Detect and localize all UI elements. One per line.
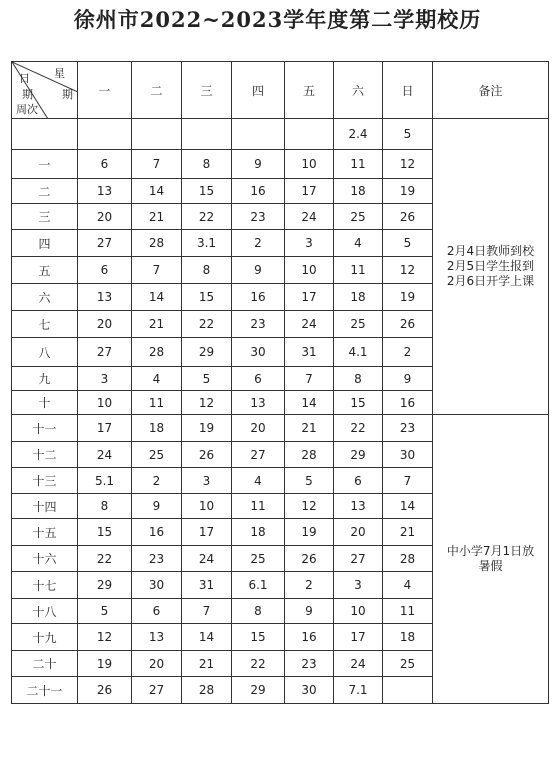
date-cell: 31 — [285, 338, 334, 367]
date-cell: 19 — [78, 651, 132, 677]
date-cell: 28 — [182, 677, 232, 704]
date-cell: 27 — [232, 442, 285, 468]
week-number-cell: 十二 — [12, 442, 78, 468]
date-cell: 17 — [285, 284, 334, 311]
date-cell: 4.1 — [334, 338, 383, 367]
date-cell: 21 — [285, 415, 334, 442]
date-cell: 6 — [232, 367, 285, 391]
date-cell: 13 — [232, 391, 285, 415]
date-cell: 25 — [232, 546, 285, 572]
date-cell: 4 — [383, 572, 433, 599]
date-cell: 4 — [232, 468, 285, 494]
date-cell: 27 — [334, 546, 383, 572]
date-cell: 27 — [78, 230, 132, 257]
date-cell: 10 — [285, 150, 334, 179]
date-cell: 22 — [334, 415, 383, 442]
date-cell: 5.1 — [78, 468, 132, 494]
calendar-table — [11, 61, 549, 704]
date-cell: 5 — [78, 599, 132, 624]
date-cell: 11 — [334, 150, 383, 179]
date-cell: 7.1 — [334, 677, 383, 704]
date-cell: 29 — [182, 338, 232, 367]
date-cell: 12 — [285, 494, 334, 519]
remark-line: 2月5日学生报到 — [446, 259, 535, 273]
date-cell: 8 — [334, 367, 383, 391]
date-cell: 22 — [232, 651, 285, 677]
date-cell: 9 — [285, 599, 334, 624]
remarks-cell-second — [433, 415, 549, 704]
date-cell: 15 — [182, 179, 232, 204]
week-number-cell — [12, 119, 78, 150]
date-cell: 25 — [334, 311, 383, 338]
week-number-cell: 四 — [12, 230, 78, 257]
date-cell: 19 — [182, 415, 232, 442]
week-number-cell: 七 — [12, 311, 78, 338]
date-cell: 10 — [182, 494, 232, 519]
date-cell — [132, 119, 182, 150]
date-cell: 17 — [78, 415, 132, 442]
date-cell: 20 — [78, 311, 132, 338]
week-number-cell: 二 — [12, 179, 78, 204]
date-cell: 10 — [334, 599, 383, 624]
date-cell: 7 — [383, 468, 433, 494]
date-cell: 23 — [232, 311, 285, 338]
date-cell: 28 — [132, 338, 182, 367]
week-number-cell: 十一 — [12, 415, 78, 442]
date-cell: 5 — [182, 367, 232, 391]
date-cell: 20 — [78, 204, 132, 230]
date-cell: 3.1 — [182, 230, 232, 257]
date-cell: 31 — [182, 572, 232, 599]
date-cell: 25 — [383, 651, 433, 677]
header-day-2: 二 — [132, 62, 182, 119]
date-cell: 8 — [232, 599, 285, 624]
date-cell: 8 — [182, 257, 232, 284]
date-cell: 13 — [78, 179, 132, 204]
date-cell: 20 — [232, 415, 285, 442]
header-corner-cell — [12, 62, 78, 119]
date-cell: 8 — [182, 150, 232, 179]
date-cell: 14 — [132, 179, 182, 204]
date-cell: 28 — [383, 546, 433, 572]
date-cell: 22 — [182, 204, 232, 230]
header-day-3: 三 — [182, 62, 232, 119]
date-cell: 7 — [132, 150, 182, 179]
date-cell: 26 — [285, 546, 334, 572]
remark-line: 2月4日教师到校 — [446, 244, 535, 258]
date-cell: 13 — [78, 284, 132, 311]
date-cell: 2 — [285, 572, 334, 599]
date-cell: 26 — [78, 677, 132, 704]
date-cell: 12 — [383, 257, 433, 284]
date-cell: 16 — [232, 284, 285, 311]
date-cell: 4 — [132, 367, 182, 391]
week-number-cell: 五 — [12, 257, 78, 284]
date-cell: 10 — [285, 257, 334, 284]
date-cell: 3 — [285, 230, 334, 257]
header-day-6: 六 — [334, 62, 383, 119]
table-row — [12, 119, 549, 150]
date-cell: 15 — [334, 391, 383, 415]
remark-line: 2月6日开学上课 — [446, 274, 535, 288]
week-number-cell: 十八 — [12, 599, 78, 624]
date-cell: 15 — [232, 624, 285, 651]
week-number-cell: 十三 — [12, 468, 78, 494]
date-cell: 11 — [383, 599, 433, 624]
table-row — [12, 415, 549, 442]
date-cell: 6 — [132, 599, 182, 624]
week-number-cell: 十九 — [12, 624, 78, 651]
corner-label-qi-right: 期 — [62, 88, 73, 101]
week-number-cell: 二十 — [12, 651, 78, 677]
date-cell: 25 — [334, 204, 383, 230]
date-cell: 12 — [383, 150, 433, 179]
date-cell: 21 — [182, 651, 232, 677]
week-number-cell: 六 — [12, 284, 78, 311]
date-cell: 30 — [132, 572, 182, 599]
date-cell: 5 — [285, 468, 334, 494]
date-cell: 21 — [132, 204, 182, 230]
date-cell: 26 — [182, 442, 232, 468]
date-cell: 3 — [334, 572, 383, 599]
corner-label-xing: 星 — [54, 67, 65, 80]
header-day-5: 五 — [285, 62, 334, 119]
date-cell: 17 — [334, 624, 383, 651]
date-cell: 7 — [132, 257, 182, 284]
header-day-7: 日 — [383, 62, 433, 119]
date-cell: 9 — [383, 367, 433, 391]
date-cell: 24 — [285, 204, 334, 230]
date-cell: 18 — [334, 284, 383, 311]
date-cell: 16 — [232, 179, 285, 204]
date-cell: 22 — [182, 311, 232, 338]
date-cell: 21 — [132, 311, 182, 338]
date-cell: 9 — [132, 494, 182, 519]
week-number-cell: 二十一 — [12, 677, 78, 704]
date-cell: 19 — [383, 284, 433, 311]
header-remarks: 备注 — [433, 62, 549, 119]
date-cell: 9 — [232, 150, 285, 179]
week-number-cell: 九 — [12, 367, 78, 391]
week-number-cell: 十 — [12, 391, 78, 415]
date-cell: 29 — [334, 442, 383, 468]
date-cell: 16 — [132, 519, 182, 546]
week-number-cell: 八 — [12, 338, 78, 367]
date-cell: 14 — [132, 284, 182, 311]
week-number-cell: 三 — [12, 204, 78, 230]
date-cell: 3 — [78, 367, 132, 391]
date-cell: 12 — [182, 391, 232, 415]
date-cell: 28 — [132, 230, 182, 257]
date-cell: 19 — [285, 519, 334, 546]
date-cell: 6 — [78, 150, 132, 179]
date-cell: 10 — [78, 391, 132, 415]
header-day-1: 一 — [78, 62, 132, 119]
week-number-cell: 十七 — [12, 572, 78, 599]
header-day-4: 四 — [232, 62, 285, 119]
date-cell: 15 — [78, 519, 132, 546]
date-cell: 13 — [132, 624, 182, 651]
date-cell: 2.4 — [334, 119, 383, 150]
date-cell: 6.1 — [232, 572, 285, 599]
date-cell: 26 — [383, 311, 433, 338]
date-cell: 24 — [334, 651, 383, 677]
date-cell — [383, 677, 433, 704]
date-cell: 3 — [182, 468, 232, 494]
date-cell: 18 — [132, 415, 182, 442]
date-cell: 30 — [232, 338, 285, 367]
date-cell: 27 — [132, 677, 182, 704]
date-cell: 28 — [285, 442, 334, 468]
date-cell: 26 — [383, 204, 433, 230]
date-cell: 8 — [78, 494, 132, 519]
remark-line: 暑假 — [478, 559, 503, 573]
corner-label-zhouci: 周次 — [16, 103, 38, 116]
page-title: 徐州市2022~2023学年度第二学期校历 — [73, 7, 482, 32]
date-cell: 6 — [78, 257, 132, 284]
date-cell: 29 — [78, 572, 132, 599]
date-cell: 27 — [78, 338, 132, 367]
date-cell — [78, 119, 132, 150]
week-number-cell: 十五 — [12, 519, 78, 546]
remarks-cell-first — [433, 119, 549, 415]
date-cell: 23 — [383, 415, 433, 442]
date-cell: 18 — [232, 519, 285, 546]
date-cell: 5 — [383, 230, 433, 257]
date-cell: 7 — [285, 367, 334, 391]
date-cell: 18 — [383, 624, 433, 651]
date-cell: 19 — [383, 179, 433, 204]
date-cell: 2 — [232, 230, 285, 257]
date-cell: 16 — [285, 624, 334, 651]
date-cell: 11 — [232, 494, 285, 519]
corner-label-ri: 日 — [19, 72, 30, 85]
date-cell: 29 — [232, 677, 285, 704]
date-cell: 22 — [78, 546, 132, 572]
date-cell: 20 — [334, 519, 383, 546]
corner-label-qi-left: 期 — [22, 88, 33, 101]
date-cell: 4 — [334, 230, 383, 257]
date-cell: 7 — [182, 599, 232, 624]
date-cell: 14 — [182, 624, 232, 651]
date-cell: 20 — [132, 651, 182, 677]
date-cell: 23 — [285, 651, 334, 677]
date-cell: 16 — [383, 391, 433, 415]
remark-line: 中小学7月1日放 — [446, 544, 535, 558]
date-cell: 25 — [132, 442, 182, 468]
date-cell: 17 — [182, 519, 232, 546]
date-cell: 23 — [232, 204, 285, 230]
date-cell: 11 — [334, 257, 383, 284]
date-cell: 24 — [78, 442, 132, 468]
date-cell: 9 — [232, 257, 285, 284]
date-cell — [285, 119, 334, 150]
date-cell: 5 — [383, 119, 433, 150]
week-number-cell: 一 — [12, 150, 78, 179]
date-cell: 15 — [182, 284, 232, 311]
date-cell: 6 — [334, 468, 383, 494]
date-cell: 17 — [285, 179, 334, 204]
date-cell: 13 — [334, 494, 383, 519]
date-cell: 12 — [78, 624, 132, 651]
date-cell: 21 — [383, 519, 433, 546]
week-number-cell: 十四 — [12, 494, 78, 519]
date-cell: 2 — [132, 468, 182, 494]
header-row — [12, 62, 549, 119]
date-cell: 24 — [182, 546, 232, 572]
date-cell: 30 — [285, 677, 334, 704]
date-cell: 18 — [334, 179, 383, 204]
date-cell: 11 — [132, 391, 182, 415]
week-number-cell: 十六 — [12, 546, 78, 572]
date-cell: 14 — [383, 494, 433, 519]
date-cell: 23 — [132, 546, 182, 572]
date-cell: 14 — [285, 391, 334, 415]
date-cell: 2 — [383, 338, 433, 367]
date-cell — [232, 119, 285, 150]
date-cell: 24 — [285, 311, 334, 338]
date-cell — [182, 119, 232, 150]
date-cell: 30 — [383, 442, 433, 468]
